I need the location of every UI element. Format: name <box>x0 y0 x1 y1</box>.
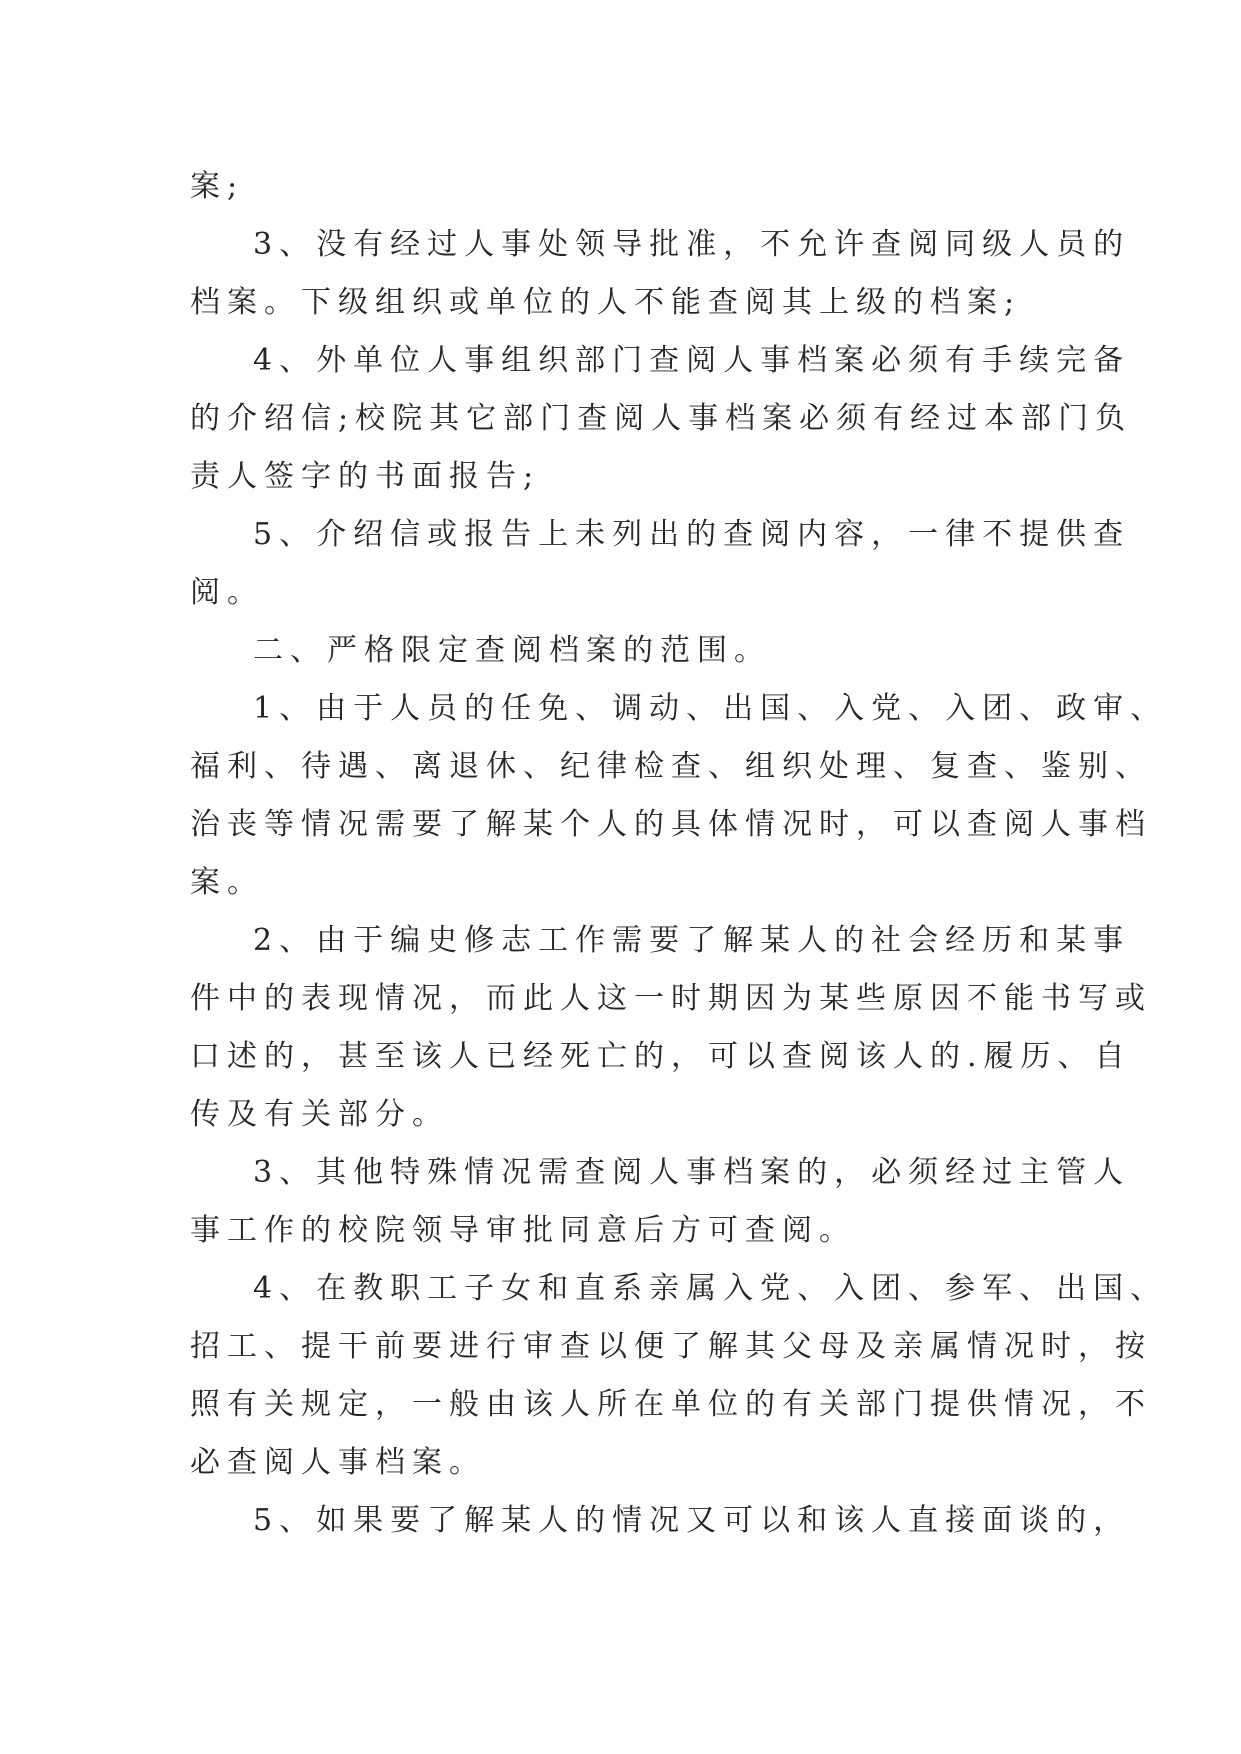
text-line: 档案。下级组织或单位的人不能查阅其上级的档案; <box>190 285 1022 320</box>
text-line: 治丧等情况需要了解某个人的具体情况时，可以查阅人事档 <box>190 807 1152 842</box>
text-line: 事工作的校院领导审批同意后方可查阅。 <box>190 1213 856 1248</box>
text-line: 口述的，甚至该人已经死亡的，可以查阅该人的.履历、自 <box>190 1039 1132 1074</box>
text-line: 3、没有经过人事处领导批准，不允许查阅同级人员的 <box>253 227 1131 262</box>
text-line: 2、由于编史修志工作需要了解某人的社会经历和某事 <box>253 923 1131 958</box>
text-line: 5、如果要了解某人的情况又可以和该人直接面谈的， <box>253 1503 1131 1538</box>
text-line: 招工、提干前要进行审查以便了解其父母及亲属情况时，按 <box>190 1329 1152 1364</box>
text-line: 4、在教职工子女和直系亲属入党、入团、参军、出国、 <box>253 1271 1168 1306</box>
text-line: 3、其他特殊情况需查阅人事档案的，必须经过主管人 <box>253 1155 1131 1190</box>
section-heading: 二、严格限定查阅档案的范围。 <box>253 633 771 668</box>
text-line: 福利、待遇、离退休、纪律检查、组织处理、复查、鉴别、 <box>190 749 1152 784</box>
text-line: 必查阅人事档案。 <box>190 1445 486 1480</box>
text-line: 责人签字的书面报告; <box>190 459 541 494</box>
text-line: 阅。 <box>190 575 264 610</box>
text-line: 1、由于人员的任免、调动、出国、入党、入团、政审、 <box>253 691 1168 726</box>
text-line: 案。 <box>190 865 264 900</box>
text-line: 照有关规定，一般由该人所在单位的有关部门提供情况，不 <box>190 1387 1152 1422</box>
text-line: 件中的表现情况，而此人这一时期因为某些原因不能书写或 <box>190 981 1152 1016</box>
text-line: 传及有关部分。 <box>190 1097 449 1132</box>
text-line: 案; <box>190 169 245 204</box>
text-line: 的介绍信;校院其它部门查阅人事档案必须有经过本部门负 <box>190 401 1133 436</box>
text-line: 4、外单位人事组织部门查阅人事档案必须有手续完备 <box>253 343 1131 378</box>
text-line: 5、介绍信或报告上未列出的查阅内容，一律不提供查 <box>253 517 1131 552</box>
